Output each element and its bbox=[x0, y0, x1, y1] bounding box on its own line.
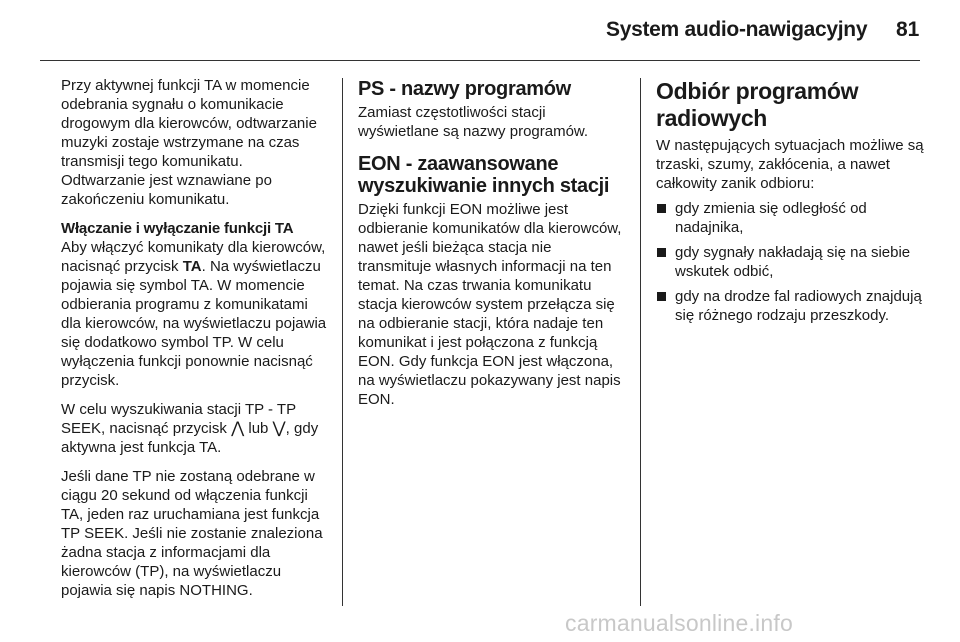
page-number: 81 bbox=[896, 18, 920, 41]
ta-button-label: TA bbox=[182, 258, 202, 275]
header-divider bbox=[40, 60, 920, 61]
watermark: carmanualsonline.info bbox=[565, 610, 793, 636]
paragraph-reception-intro: W następujących sytuacjach możliwe są trzaski, szumy, zakłócenia, a nawet całkowity zanik odbioru: bbox=[656, 137, 924, 192]
square-bullet-icon bbox=[657, 204, 666, 213]
list-item: gdy na drodze fal radiowych znajdują się różnego rodzaju przeszkody. bbox=[656, 287, 926, 325]
square-bullet-icon bbox=[657, 248, 666, 257]
column-1 bbox=[61, 76, 329, 610]
reception-bullet-list bbox=[656, 199, 926, 325]
column-divider-1 bbox=[342, 78, 343, 606]
paragraph-tp-seek: W celu wyszukiwania stacji TP - TP SEEK, nacisnąć przycisk ⋀ lub ⋁, gdy aktywna jest funkcja TA. bbox=[61, 401, 319, 456]
heading-eon: EON - zaawansowane wyszukiwanie innych stacji bbox=[358, 153, 610, 197]
list-item: gdy sygnały nakładają się na siebie wskutek odbić, bbox=[656, 243, 926, 281]
square-bullet-icon bbox=[657, 292, 666, 301]
page-title: System audio-nawigacyjny bbox=[606, 18, 868, 41]
seek-down-icon: ⋁ bbox=[272, 420, 286, 437]
column-3 bbox=[656, 76, 926, 331]
heading-ps: PS - nazwy programów bbox=[358, 78, 571, 100]
paragraph-ta-enable: Aby włączyć komunikaty dla kierowców, nacisnąć przycisk TA. Na wyświetlaczu pojawia się symbol TA. W momencie odbierania programu z komunikatami dla kierowców, na wyświetlaczu pojawia się dodatkowo symbol TP. W celu wyłączenia funkcji ponownie nacisnąć przycisk. bbox=[61, 239, 327, 389]
paragraph-tp-nothing: Jeśli dane TP nie zostaną odebrane w ciągu 20 sekund od włączenia funkcji TA, jeden raz uruchamiana jest funkcja TP SEEK. Jeśli nie zostanie znaleziona żadna stacja z informacjami dla kierowców (TP), na wyświetlaczu pojawia się napis NOTHING. bbox=[61, 468, 323, 599]
paragraph-eon: Dzięki funkcji EON możliwe jest odbieranie komunikatów dla kierowców, nawet jeśli bieżąca stacja nie transmituje własnych informacji na ten temat. Na czas trwania komunikatu stacja kierowców system przełącza się na odbieranie stacji, która nadaje ten komunikat i jest połączona z funkcją EON. Gdy funkcja EON jest włączona, na wyświetlaczu pokazywany jest napis EON. bbox=[358, 201, 622, 408]
paragraph-ta-intro: Przy aktywnej funkcji TA w momencie odebrania sygnału o komunikacie drogowym dla kierowców, odtwarzanie muzyki zostaje wstrzymane na czas transmisji tego komunikatu. Odtwarzanie jest wznawiane po zakończeniu komunikatu. bbox=[61, 77, 317, 208]
column-2 bbox=[358, 76, 626, 419]
seek-up-icon: ⋀ bbox=[231, 420, 245, 437]
paragraph-ps: Zamiast częstotliwości stacji wyświetlane są nazwy programów. bbox=[358, 104, 589, 140]
subheading-ta-toggle: Włączanie i wyłączanie funkcji TA bbox=[61, 220, 294, 237]
list-item: gdy zmienia się odległość od nadajnika, bbox=[656, 199, 926, 237]
heading-reception: Odbiór programów radiowych bbox=[656, 78, 859, 131]
column-divider-2 bbox=[640, 78, 641, 606]
